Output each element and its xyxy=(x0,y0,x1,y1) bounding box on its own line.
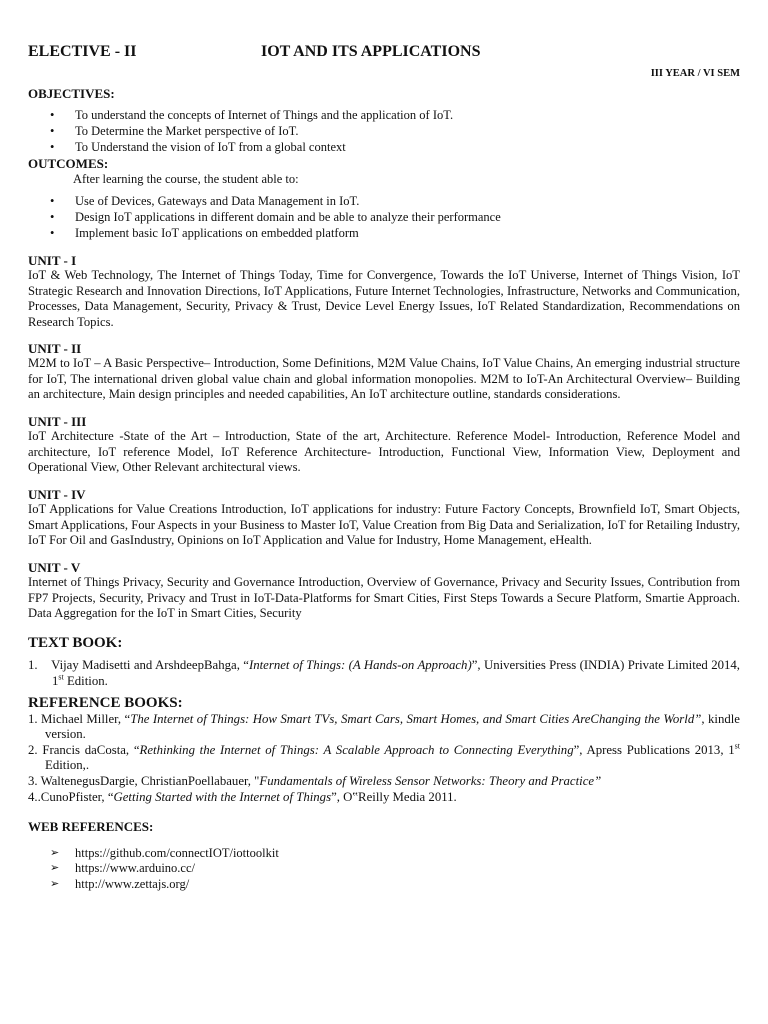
reference-books-heading: REFERENCE BOOKS: xyxy=(28,695,183,712)
list-item: • To Understand the vision of IoT from a global context xyxy=(50,140,346,154)
reference-book-item: 2. Francis daCosta, “Rethinking the Internet of Things: A Scalable Approach to Connecting Everything”, Apress Publications 2013, 1st Edition,. xyxy=(28,741,740,773)
arrow-right-icon: ➢ xyxy=(50,846,60,859)
unit-4-heading: UNIT - IV xyxy=(28,486,86,502)
bullet-icon: • xyxy=(50,140,55,154)
bullet-icon: • xyxy=(50,225,55,240)
reference-book-item: 3. WaltenegusDargie, ChristianPoellabauer, "Fundamentals of Wireless Sensor Networks: Theory and Practice” xyxy=(28,774,602,788)
arrow-right-icon: ➢ xyxy=(50,877,60,890)
list-item xyxy=(28,877,740,893)
unit-3-text: IoT Architecture -State of the Art – Introduction, State of the art, Architecture. Reference Model- Introduction, Reference Model and architecture, IoT reference Model, IoT Reference Architecture- Introduction, Functional View, Information View, Deployment and Operational View, Other Relevant architectural views. xyxy=(28,429,740,475)
unit-4-text: IoT Applications for Value Creations Introduction, IoT applications for industry: Future Factory Concepts, Brownfield IoT, Smart Objects, Smart Applications, Four Aspects in your Business to Master IoT, Value Creation from Big Data and Serialization, IoT for Retailing Industry, IoT For Oil and GasIndustry, Opinions on IoT Application and Value for Industry, Home Management, eHealth. xyxy=(28,502,741,548)
objectives-list xyxy=(28,108,740,155)
outcomes-intro: After learning the course, the student able to: xyxy=(73,172,299,187)
objectives-heading: OBJECTIVES: xyxy=(28,86,115,101)
text-book-heading: TEXT BOOK: xyxy=(28,634,123,651)
text-book-item: 1. Vijay Madisetti and ArshdeepBahga, “Internet of Things: (A Hands-on Approach)”, Universities Press (INDIA) Private Limited 2014, 1st Edition. xyxy=(28,658,740,688)
course-title: IOT AND ITS APPLICATIONS xyxy=(261,43,481,60)
outcomes-list xyxy=(28,194,740,241)
bullet-icon: • xyxy=(50,124,55,139)
unit-1-text: IoT & Web Technology, The Internet of Things Today, Time for Convergence, Towards the IoT Universe, Internet of Things Vision, IoT Strategic Research and Innovation Directions, IoT Applications, Future Internet Technologies, Infrastructure, Networks and Communication, Processes, Data Management, Security, Privacy & Trust, Device Level Energy Issues, IoT Related Standardization, Recommendations on Research Topics. xyxy=(28,268,740,329)
content xyxy=(28,86,740,892)
list-item: • Use of Devices, Gateways and Data Management in IoT. xyxy=(50,194,360,209)
bullet-icon: • xyxy=(50,194,55,209)
arrow-right-icon: ➢ xyxy=(50,862,60,875)
web-reference-link[interactable]: https://www.arduino.cc/ xyxy=(75,861,196,876)
list-item: • To Determine the Market perspective of IoT. xyxy=(50,124,299,139)
elective-label: ELECTIVE - II xyxy=(28,43,137,60)
unit-3-heading: UNIT - III xyxy=(28,413,87,429)
unit-5-text: Internet of Things Privacy, Security and Governance Introduction, Overview of Governance, Privacy and Security Issues, Contribution from FP7 Projects, Security, Privacy and Trust in IoT-Data-Platforms for Smart Cities, First Steps Towards a Secure Platform, Smartie Approach. Data Aggregation for the IoT in Smart Cities, Security xyxy=(28,575,740,621)
web-references-list xyxy=(28,846,740,893)
list-item: • Design IoT applications in different domain and be able to analyze their performance xyxy=(50,210,501,224)
list-item xyxy=(28,846,740,862)
unit-1-heading: UNIT - I xyxy=(28,252,77,268)
reference-book-item: 1. Michael Miller, “The Internet of Things: How Smart TVs, Smart Cars, Smart Homes, and Smart Cities AreChanging the World”, kindle version. xyxy=(28,711,740,742)
reference-book-item: 4..CunoPfister, “Getting Started with the Internet of Things”, O‟Reilly Media 2011. xyxy=(28,789,457,804)
web-reference-link[interactable]: http://www.zettajs.org/ xyxy=(75,876,190,891)
unit-5-heading: UNIT - V xyxy=(28,559,81,575)
year-sem-label: III YEAR / VI SEM xyxy=(650,68,740,79)
bullet-icon: • xyxy=(50,108,55,123)
unit-2-heading: UNIT - II xyxy=(28,341,82,356)
web-reference-link[interactable]: https://github.com/connectIOT/iottoolkit xyxy=(75,845,279,860)
list-item xyxy=(28,861,740,877)
list-item: • To understand the concepts of Internet of Things and the application of IoT. xyxy=(50,108,454,123)
header xyxy=(28,44,740,64)
bullet-icon: • xyxy=(50,210,55,224)
list-item: • Implement basic IoT applications on embedded platform xyxy=(50,225,359,240)
unit-2-text: M2M to IoT – A Basic Perspective– Introduction, Some Definitions, M2M Value Chains, IoT Value Chains, An emerging industrial structure for IoT, The international driven global value chain and global information monopolies. M2M to IoT-An Architectural Overview– Building an architecture, Main design principles and needed capabilities, An IoT architecture outline, standards considerations. xyxy=(28,356,740,402)
web-references-heading: WEB REFERENCES: xyxy=(28,819,154,835)
outcomes-heading: OUTCOMES: xyxy=(28,155,109,171)
